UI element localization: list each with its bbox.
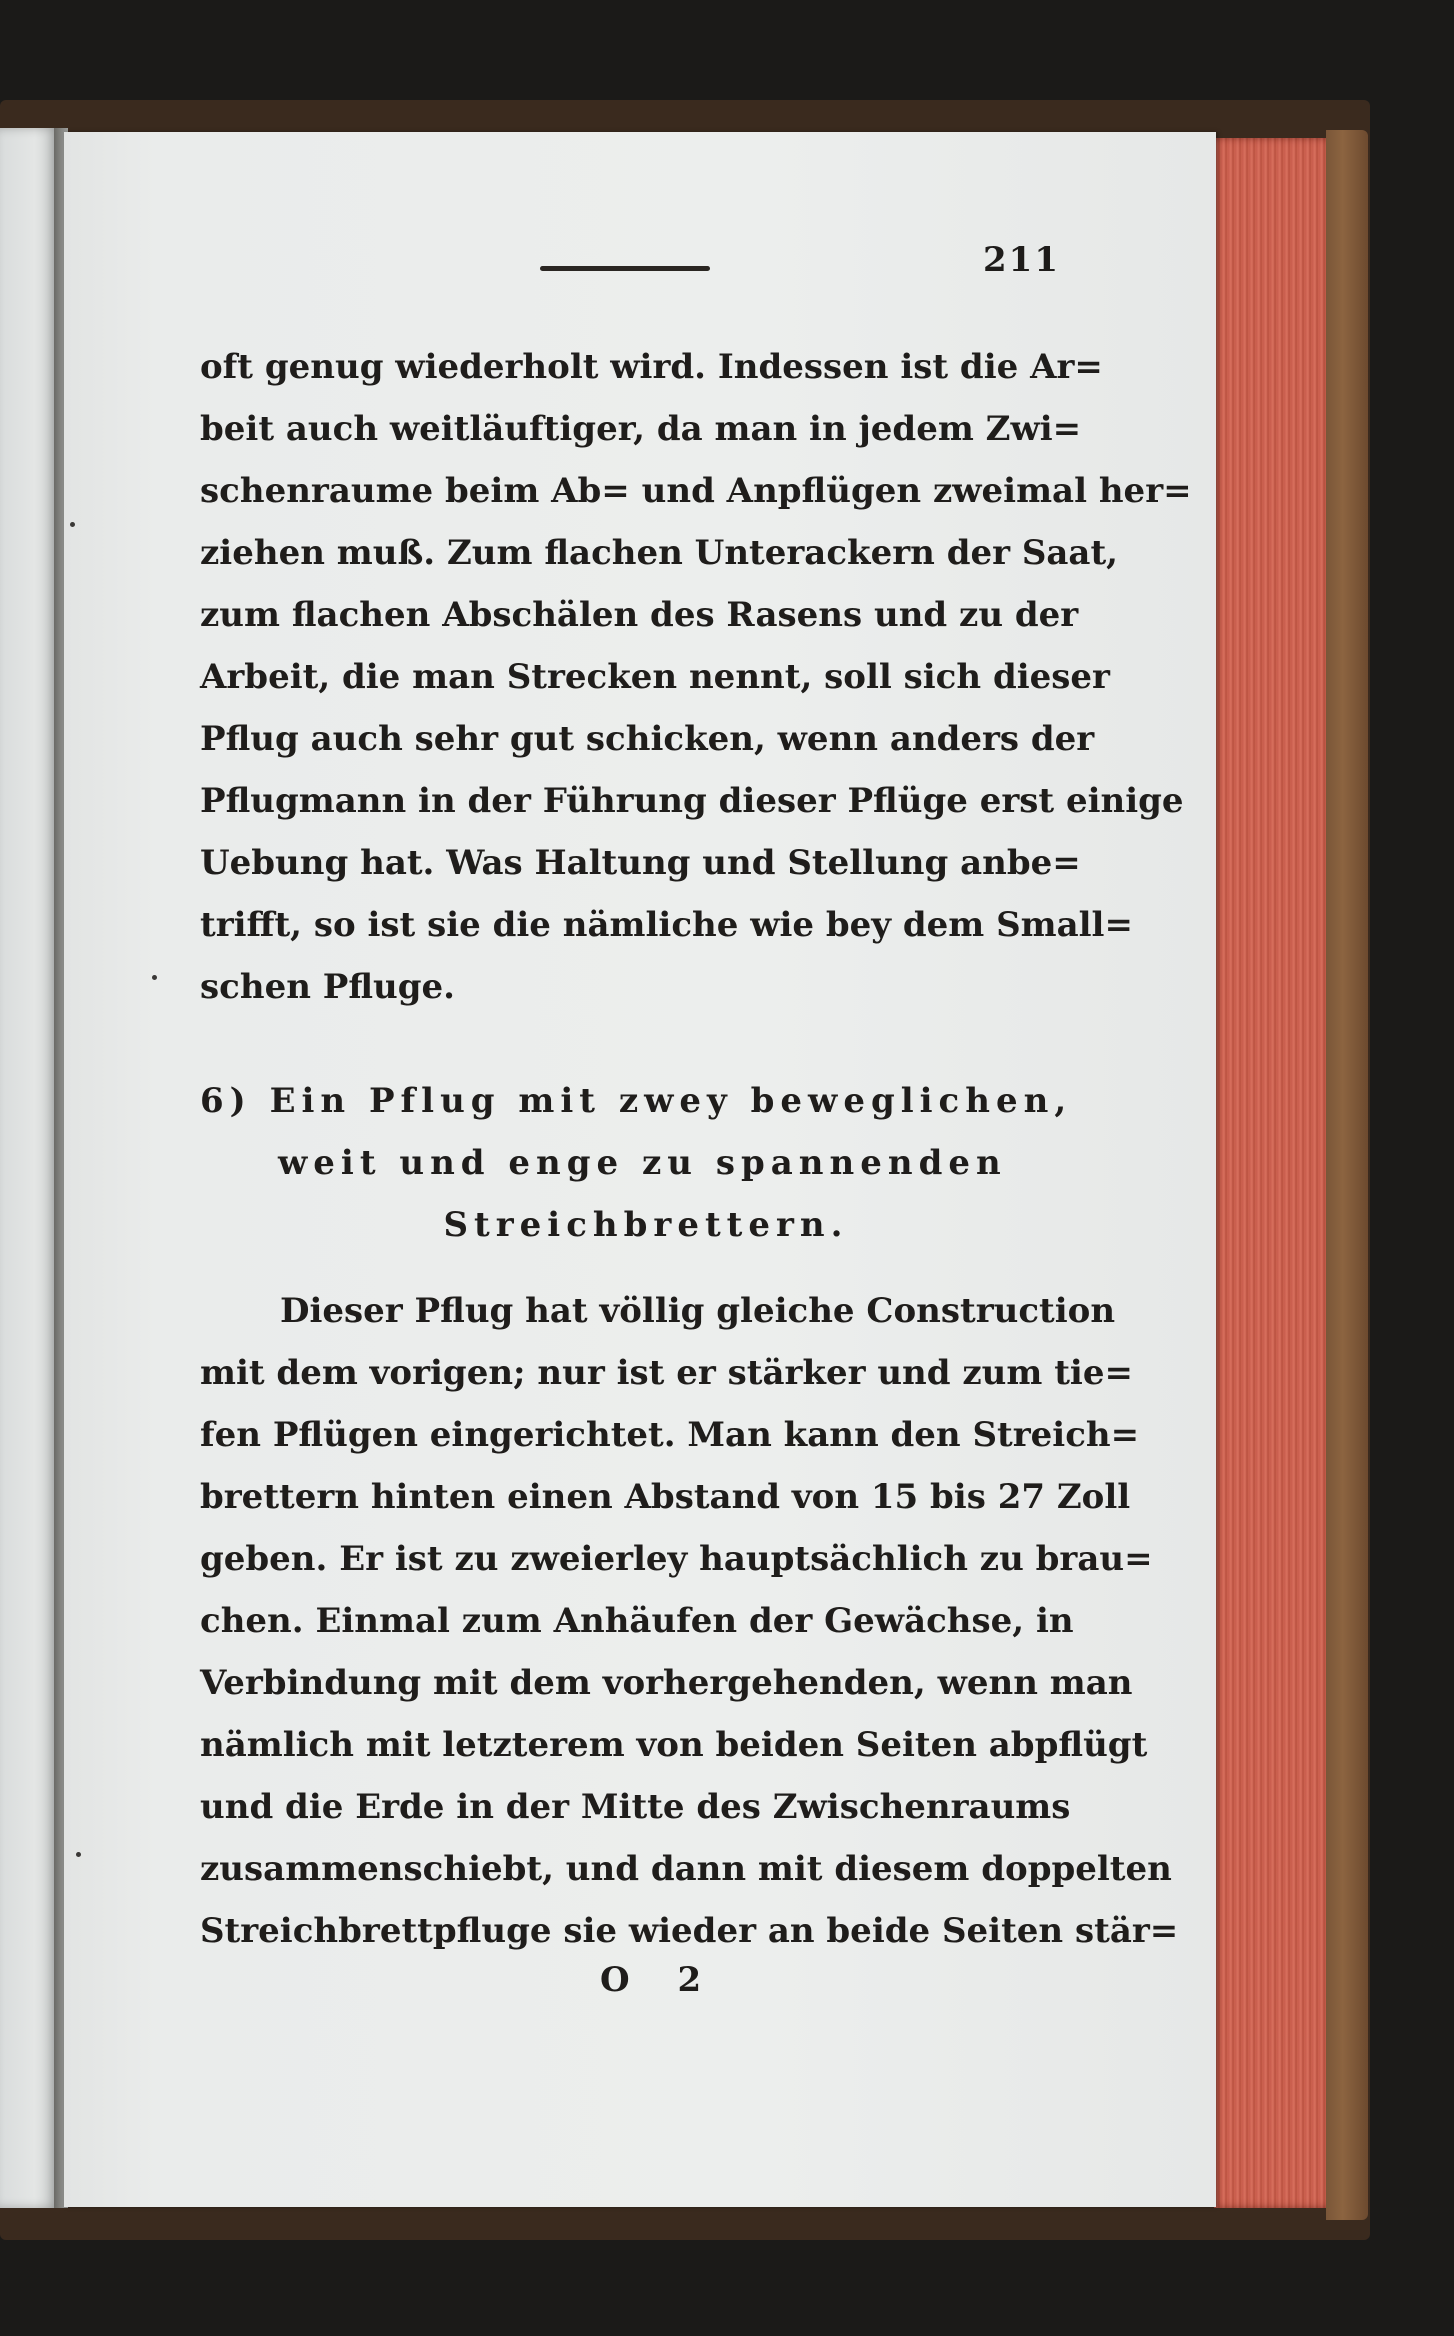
text-line: fen Pflügen eingerichtet. Man kann den Streich=	[200, 1415, 1140, 1455]
paper-speck	[152, 975, 157, 980]
paragraph-1	[200, 336, 1192, 1018]
book-cover-edge	[1326, 130, 1368, 2220]
signature-mark: O 2	[600, 1960, 720, 2000]
text-line: ziehen muß. Zum flachen Unterackern der Saat,	[200, 533, 1118, 573]
text-line: trifft, so ist sie die nämliche wie bey dem Small=	[200, 905, 1133, 945]
text-line: Streichbrettpfluge sie wieder an beide Seiten stär=	[200, 1911, 1179, 1951]
left-page-edge	[0, 128, 58, 2208]
text-line: brettern hinten einen Abstand von 15 bis 27 Zoll	[200, 1477, 1131, 1517]
paper-speck	[70, 522, 75, 527]
text-line: zum flachen Abschälen des Rasens und zu der	[200, 595, 1079, 635]
text-line: und die Erde in der Mitte des Zwischenraums	[200, 1787, 1071, 1827]
paper-speck	[76, 1852, 81, 1857]
header-rule-bar	[540, 266, 710, 271]
text-line: beit auch weitläuftiger, da man in jedem Zwi=	[200, 409, 1082, 449]
text-line: chen. Einmal zum Anhäufen der Gewächse, in	[200, 1601, 1074, 1641]
heading-line: Streichbrettern.	[443, 1205, 849, 1245]
heading-line: 6) Ein Pflug mit zwey beweglichen,	[200, 1081, 1073, 1121]
header-rule	[540, 264, 710, 272]
text-line: zusammenschiebt, und dann mit diesem doppelten	[200, 1849, 1172, 1889]
red-page-edges	[1214, 138, 1330, 2208]
text-line: geben. Er ist zu zweierley hauptsächlich zu brau=	[200, 1539, 1153, 1579]
text-line: Pflugmann in der Führung dieser Pflüge erst einige	[200, 781, 1184, 821]
text-line: Verbindung mit dem vorhergehenden, wenn man	[200, 1663, 1133, 1703]
text-line: Pflug auch sehr gut schicken, wenn anders der	[200, 719, 1095, 759]
text-line: Arbeit, die man Strecken nennt, soll sich dieser	[200, 657, 1110, 697]
paragraph-2	[200, 1280, 1179, 1962]
text-line: Dieser Pflug hat völlig gleiche Construction	[280, 1291, 1116, 1331]
text-line: mit dem vorigen; nur ist er stärker und zum tie=	[200, 1353, 1133, 1393]
page-number: 211	[983, 240, 1060, 280]
heading-line: weit und enge zu spannenden	[278, 1143, 1007, 1183]
text-line: schenraume beim Ab= und Anpflügen zweimal her=	[200, 471, 1192, 511]
text-line: oft genug wiederholt wird. Indessen ist die Ar=	[200, 347, 1103, 387]
text-line: Uebung hat. Was Haltung und Stellung anbe=	[200, 843, 1081, 883]
text-line: nämlich mit letzterem von beiden Seiten abpflügt	[200, 1725, 1148, 1765]
text-line: schen Pfluge.	[200, 967, 455, 1007]
section-heading	[200, 1070, 1073, 1256]
